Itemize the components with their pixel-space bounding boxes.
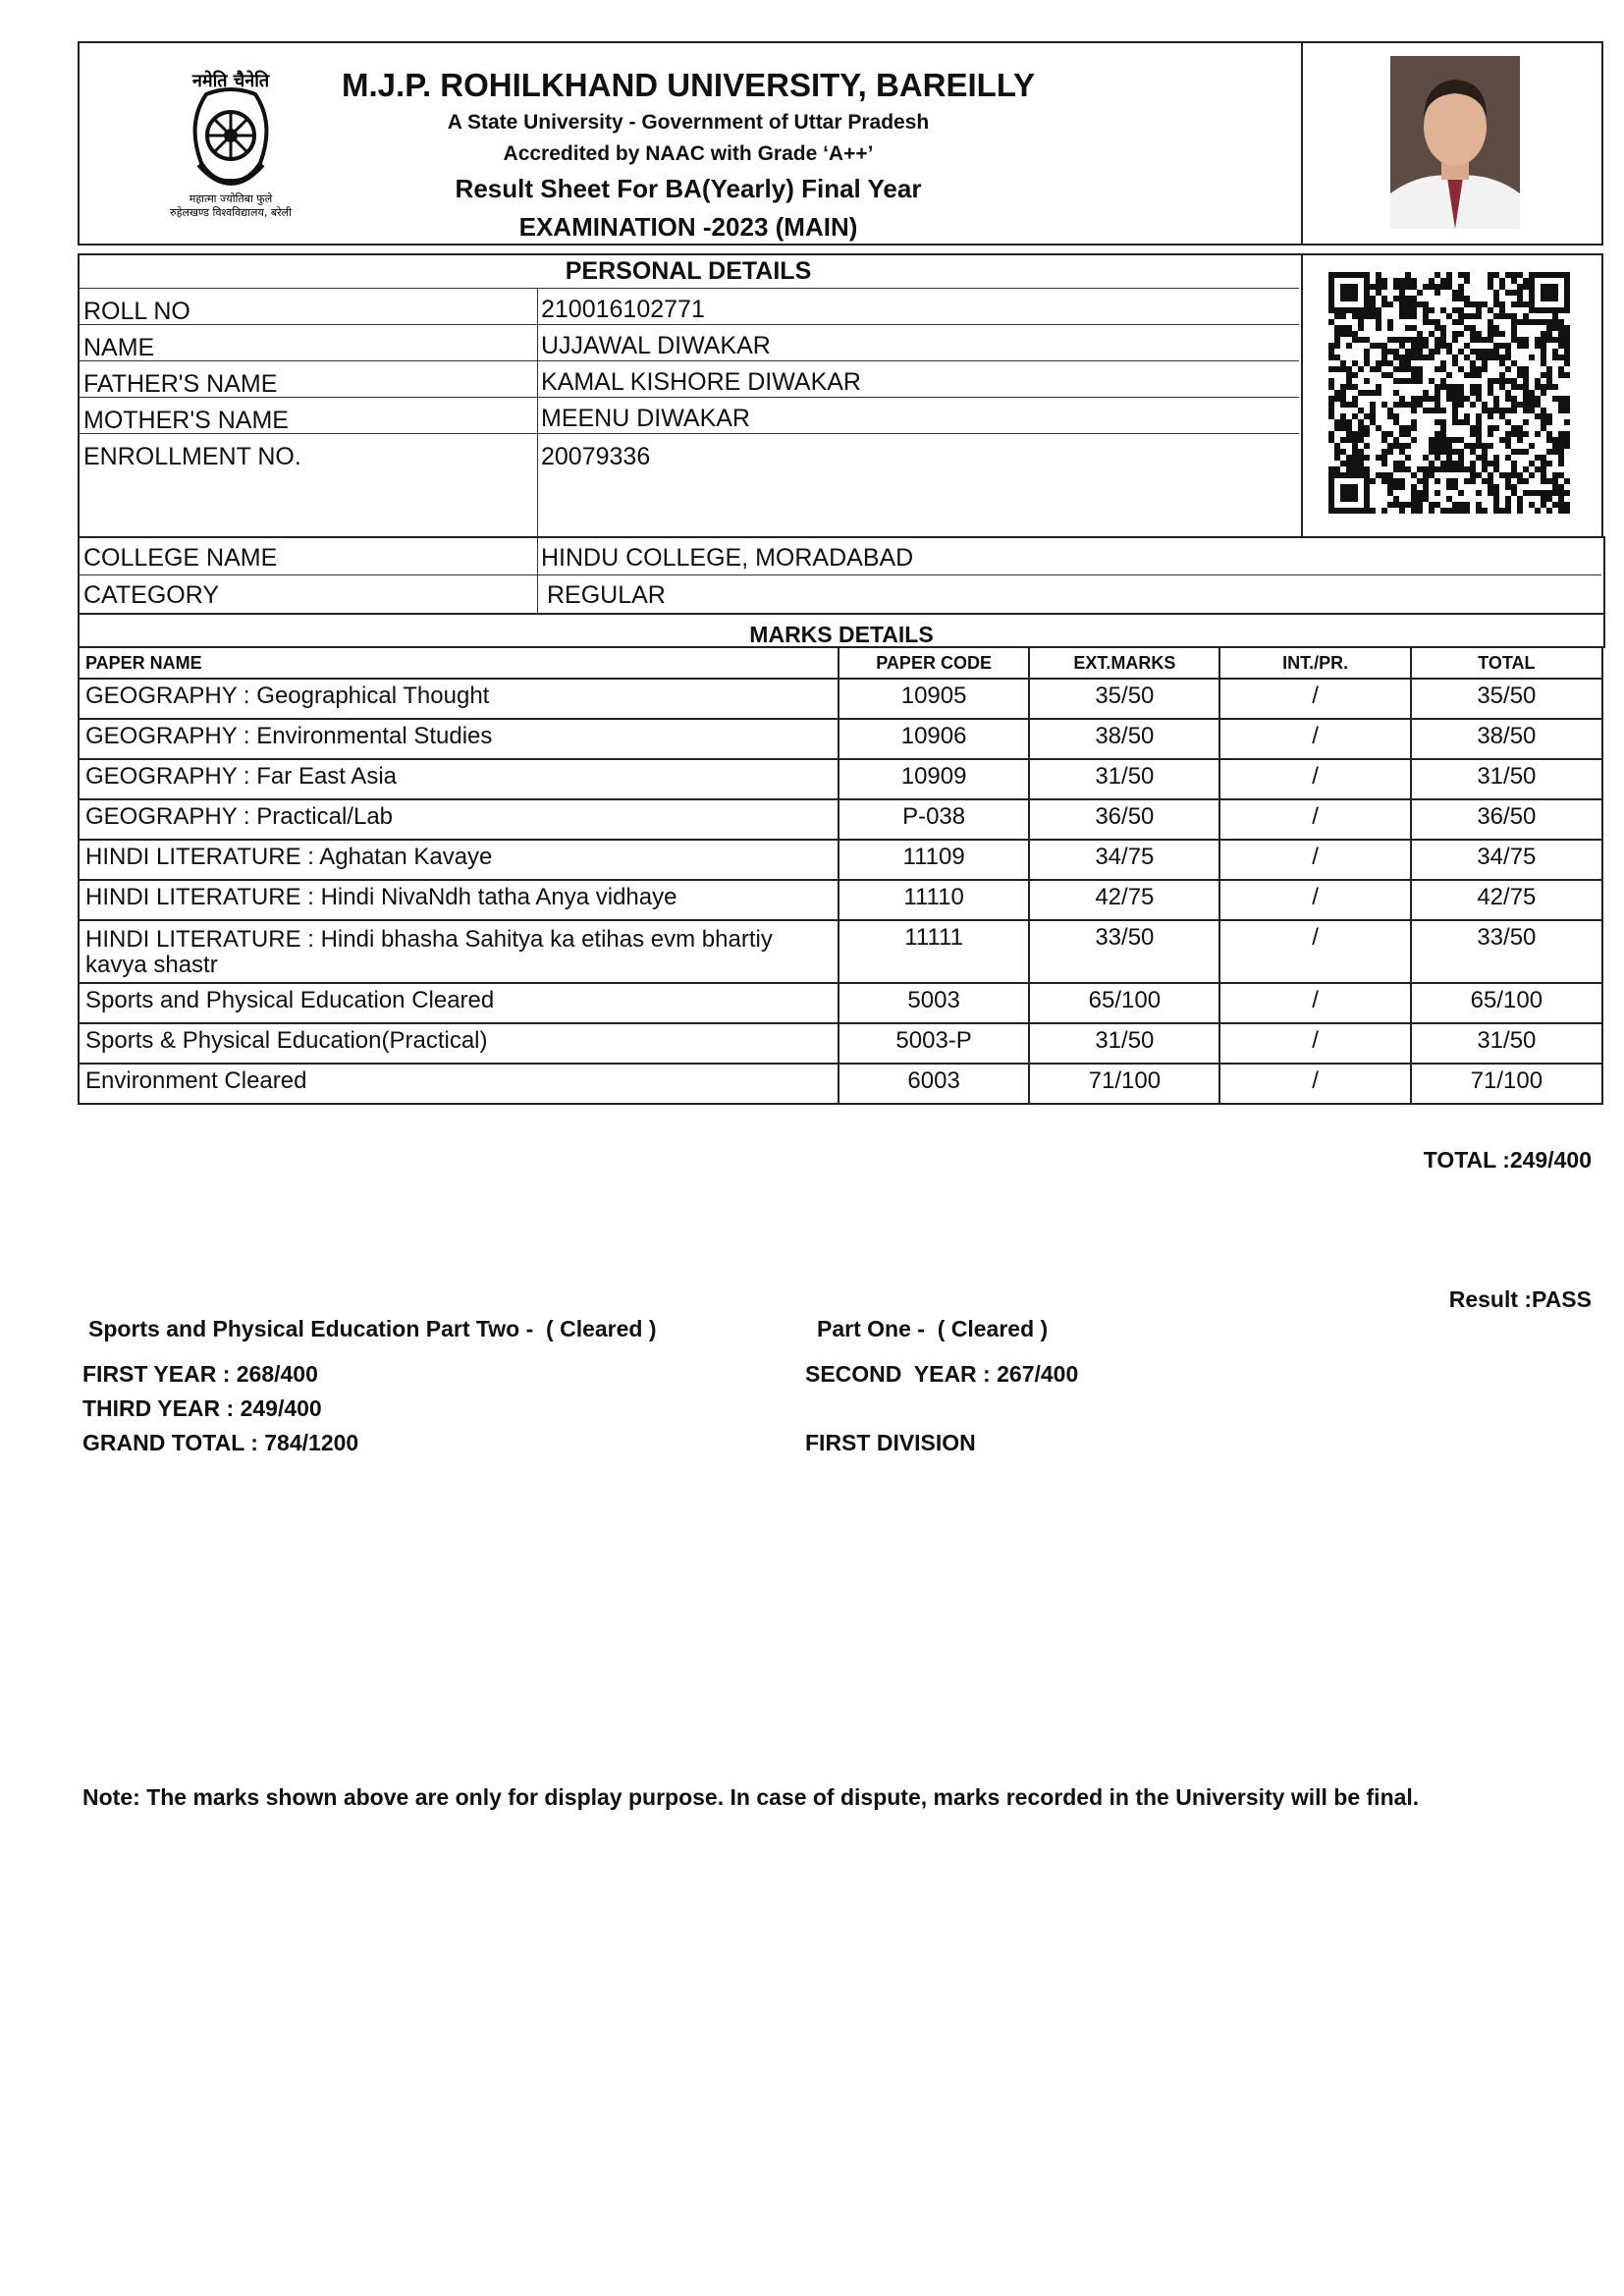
part-one: Part One - ( Cleared ) (817, 1316, 1049, 1341)
int-pr: / (1219, 983, 1410, 1023)
int-pr: / (1219, 880, 1410, 920)
table-row (79, 840, 1602, 880)
table-row (79, 679, 1602, 719)
paper-name: Sports and Physical Education Cleared (79, 983, 839, 1023)
int-pr: / (1219, 840, 1410, 880)
table-row (79, 983, 1602, 1023)
int-pr: / (1219, 719, 1410, 759)
paper-name: GEOGRAPHY : Geographical Thought (79, 679, 839, 719)
paper-code: 6003 (839, 1064, 1029, 1104)
total-marks: TOTAL :249/400 (1423, 1147, 1592, 1173)
int-pr: / (1219, 1023, 1410, 1064)
paper-name: GEOGRAPHY : Far East Asia (79, 759, 839, 799)
header-int-pr: INT./PR. (1219, 647, 1410, 679)
paper-name: HINDI LITERATURE : Hindi NivaNdh tatha Anya vidhaye (79, 880, 839, 920)
paper-code: 11109 (839, 840, 1029, 880)
logo-caption-2: रुहेलखण्ड विश्वविद्यालय, बरेली (170, 206, 292, 219)
int-pr: / (1219, 759, 1410, 799)
paper-total: 65/100 (1411, 983, 1602, 1023)
header-paper-code: PAPER CODE (839, 647, 1029, 679)
header-ext-marks: EXT.MARKS (1029, 647, 1219, 679)
university-subtitle: A State University - Government of Uttar Pradesh (447, 111, 930, 134)
college-name-label: COLLEGE NAME (83, 544, 278, 572)
name-label: NAME (83, 334, 155, 361)
paper-code: 5003 (839, 983, 1029, 1023)
table-row (79, 1023, 1602, 1064)
paper-name: GEOGRAPHY : Environmental Studies (79, 719, 839, 759)
result-sheet-title: Result Sheet For BA(Yearly) Final Year (455, 174, 922, 203)
table-row (79, 880, 1602, 920)
ext-marks: 38/50 (1029, 719, 1219, 759)
paper-total: 31/50 (1411, 759, 1602, 799)
paper-code: 11110 (839, 880, 1029, 920)
ext-marks: 65/100 (1029, 983, 1219, 1023)
university-name: M.J.P. ROHILKHAND UNIVERSITY, BAREILLY (342, 67, 1035, 103)
category-label: CATEGORY (83, 581, 219, 609)
examination-title: EXAMINATION -2023 (MAIN) (518, 212, 858, 242)
header-paper-name: PAPER NAME (79, 647, 839, 679)
int-pr: / (1219, 1064, 1410, 1104)
enrollment-no-value: 20079336 (541, 443, 651, 470)
disclaimer-note: Note: The marks shown above are only for display purpose. In case of dispute, marks recorded in the University will be final. (82, 1784, 1420, 1810)
paper-total: 33/50 (1411, 920, 1602, 983)
paper-code: 10906 (839, 719, 1029, 759)
first-year: FIRST YEAR : 268/400 (82, 1361, 318, 1387)
table-row (79, 920, 1602, 983)
paper-total: 31/50 (1411, 1023, 1602, 1064)
table-row (79, 799, 1602, 840)
roll-no-label: ROLL NO (83, 298, 190, 325)
marks-details-title: MARKS DETAILS (78, 613, 1605, 648)
int-pr: / (1219, 679, 1410, 719)
ext-marks: 31/50 (1029, 759, 1219, 799)
paper-code: 10905 (839, 679, 1029, 719)
ext-marks: 36/50 (1029, 799, 1219, 840)
table-row (79, 759, 1602, 799)
paper-name: GEOGRAPHY : Practical/Lab (79, 799, 839, 840)
ext-marks: 31/50 (1029, 1023, 1219, 1064)
category-value: REGULAR (547, 581, 666, 609)
paper-code: 10909 (839, 759, 1029, 799)
paper-code: 11111 (839, 920, 1029, 983)
mothers-name-label: MOTHER'S NAME (83, 407, 289, 434)
ext-marks: 42/75 (1029, 880, 1219, 920)
accreditation: Accredited by NAAC with Grade ‘A++’ (503, 142, 874, 165)
ext-marks: 71/100 (1029, 1064, 1219, 1104)
logo-caption-1: महात्मा ज्योतिबा फुले (189, 192, 273, 205)
mothers-name-value: MEENU DIWAKAR (541, 405, 750, 432)
ext-marks: 34/75 (1029, 840, 1219, 880)
int-pr: / (1219, 799, 1410, 840)
paper-total: 42/75 (1411, 880, 1602, 920)
student-photo (1390, 56, 1520, 229)
qr-code (1328, 270, 1570, 516)
table-row (79, 719, 1602, 759)
paper-total: 35/50 (1411, 679, 1602, 719)
personal-details-title: PERSONAL DETAILS (565, 257, 812, 285)
table-row (79, 1064, 1602, 1104)
paper-total: 71/100 (1411, 1064, 1602, 1104)
marks-header-row (79, 647, 1602, 679)
fathers-name-label: FATHER'S NAME (83, 370, 278, 398)
paper-name: HINDI LITERATURE : Aghatan Kavaye (79, 840, 839, 880)
paper-name: Sports & Physical Education(Practical) (79, 1023, 839, 1064)
name-value: UJJAWAL DIWAKAR (541, 332, 771, 359)
college-name-value: HINDU COLLEGE, MORADABAD (541, 544, 914, 572)
paper-code: P-038 (839, 799, 1029, 840)
paper-total: 34/75 (1411, 840, 1602, 880)
header-total: TOTAL (1411, 647, 1602, 679)
marks-table (78, 646, 1603, 1105)
paper-name: HINDI LITERATURE : Hindi bhasha Sahitya ka etihas evm bhartiy kavya shastr (79, 920, 839, 983)
division: FIRST DIVISION (805, 1430, 976, 1455)
paper-total: 38/50 (1411, 719, 1602, 759)
paper-code: 5003-P (839, 1023, 1029, 1064)
roll-no-value: 210016102771 (541, 296, 705, 323)
grand-total: GRAND TOTAL : 784/1200 (82, 1430, 359, 1455)
enrollment-no-label: ENROLLMENT NO. (83, 443, 301, 470)
fathers-name-value: KAMAL KISHORE DIWAKAR (541, 368, 861, 396)
int-pr: / (1219, 920, 1410, 983)
logo-motto: नमेति चैनेति (191, 71, 270, 91)
paper-name: Environment Cleared (79, 1064, 839, 1104)
ext-marks: 33/50 (1029, 920, 1219, 983)
result-status: Result :PASS (1448, 1286, 1592, 1312)
third-year: THIRD YEAR : 249/400 (82, 1395, 322, 1421)
ext-marks: 35/50 (1029, 679, 1219, 719)
paper-total: 36/50 (1411, 799, 1602, 840)
second-year: SECOND YEAR : 267/400 (805, 1361, 1079, 1387)
sports-part-two: Sports and Physical Education Part Two - ( Cleared ) (88, 1316, 657, 1341)
